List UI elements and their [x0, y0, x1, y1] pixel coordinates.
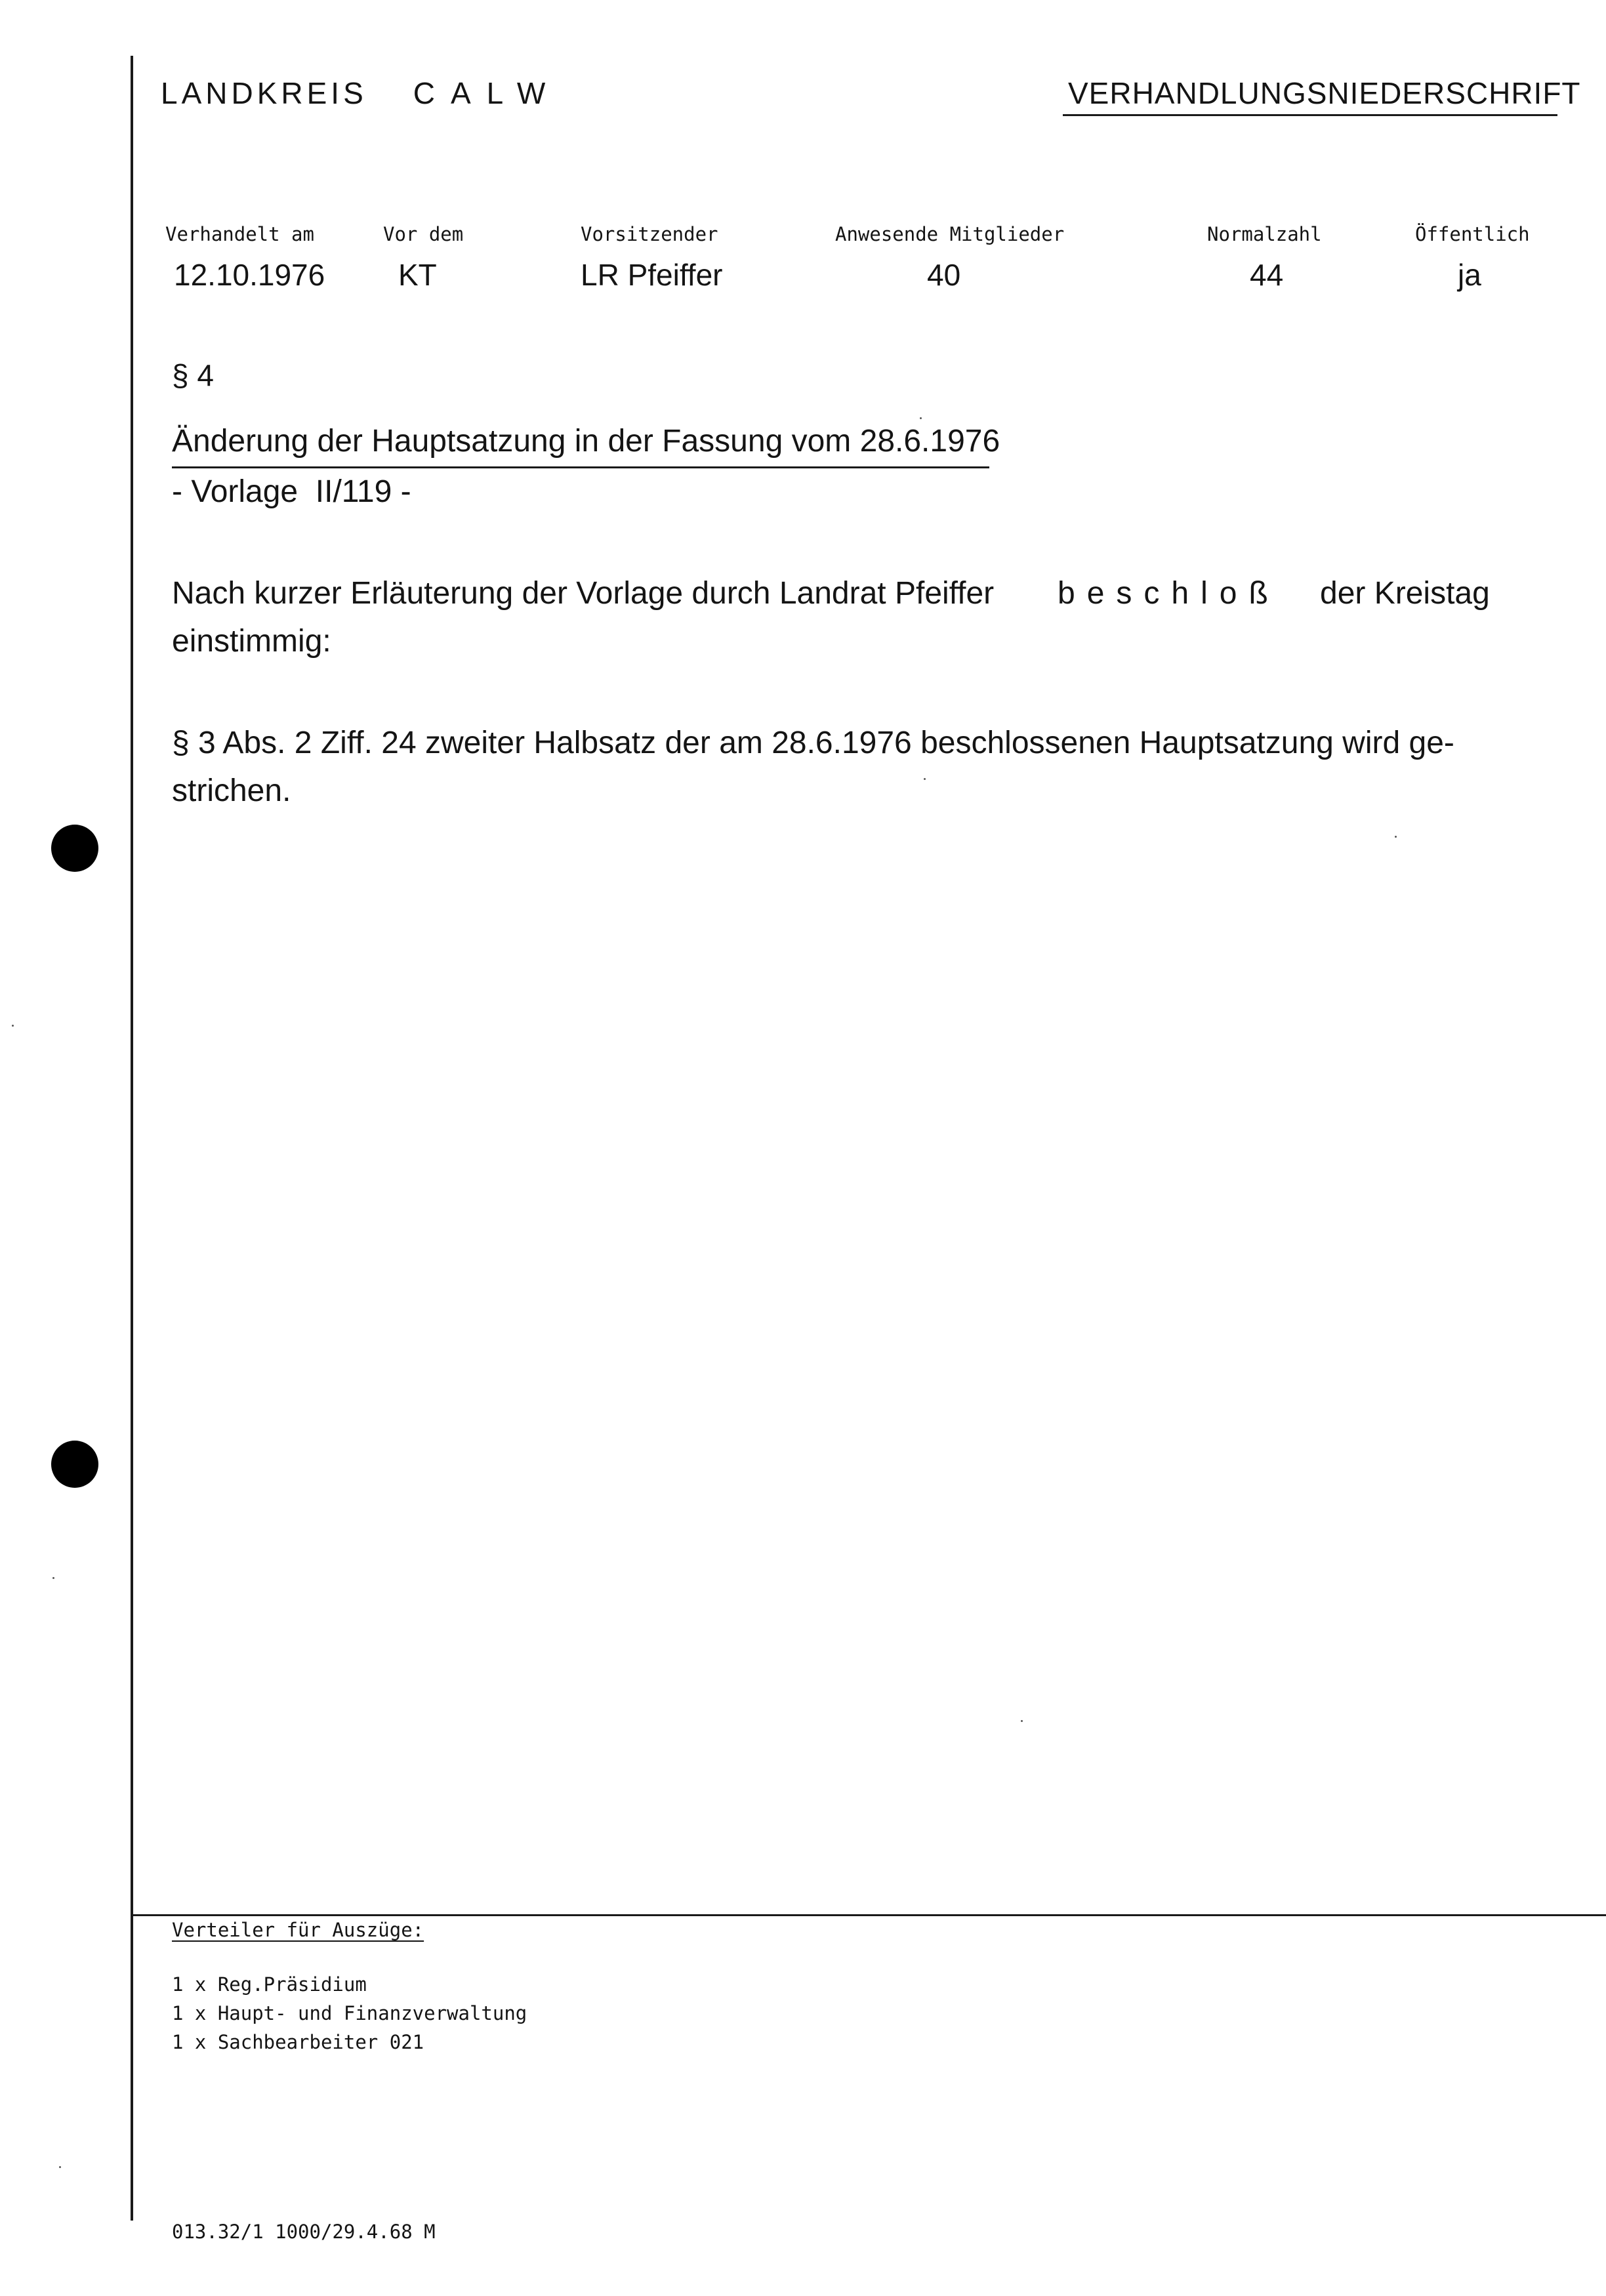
section-title-underline	[172, 466, 989, 468]
paragraph-1-spaced-word: beschloß	[1058, 576, 1280, 611]
distribution-item: 1 x Haupt- und Finanzverwaltung	[172, 2002, 527, 2024]
document-type-underline	[1063, 114, 1557, 116]
value-present: 40	[927, 258, 961, 292]
label-chair: Vorsitzender	[581, 223, 718, 245]
paragraph-2-line-1: § 3 Abs. 2 Ziff. 24 zweiter Halbsatz der am 28.6.1976 beschlossenen Hauptsatzung wird ge-	[172, 726, 1454, 760]
label-normal: Normalzahl	[1207, 223, 1322, 245]
paragraph-2-line-2: strichen.	[172, 773, 291, 808]
label-present: Anwesende Mitglieder	[835, 223, 1065, 245]
value-date: 12.10.1976	[174, 258, 325, 292]
speck	[924, 778, 926, 780]
distribution-item: 1 x Sachbearbeiter 021	[172, 2031, 424, 2053]
distribution-item: 1 x Reg.Präsidium	[172, 1973, 367, 1996]
speck	[1021, 1720, 1023, 1722]
distribution-heading: Verteiler für Auszüge:	[172, 1919, 424, 1941]
paragraph-1-part-a: Nach kurzer Erläuterung der Vorlage durch Landrat Pfeiffer	[172, 576, 995, 611]
label-public: Öffentlich	[1415, 223, 1530, 245]
margin-line	[131, 56, 133, 2221]
speck	[12, 1025, 14, 1027]
section-number: § 4	[172, 358, 214, 392]
speck	[1395, 836, 1397, 838]
speck	[52, 1577, 54, 1579]
distribution-separator	[131, 1914, 1606, 1916]
value-before: KT	[398, 258, 437, 292]
label-date: Verhandelt am	[165, 223, 314, 245]
punch-hole-top	[51, 825, 98, 872]
document-type: VERHANDLUNGSNIEDERSCHRIFT	[1068, 76, 1581, 110]
value-chair: LR Pfeiffer	[581, 258, 723, 292]
label-before: Vor dem	[383, 223, 464, 245]
speck	[59, 2166, 61, 2168]
value-normal: 44	[1250, 258, 1284, 292]
organization-name-part1: LANDKREIS	[161, 76, 367, 110]
form-code: 013.32/1 1000/29.4.68 M	[172, 2221, 436, 2243]
paragraph-1-part-c: der Kreistag	[1320, 576, 1490, 611]
value-public: ja	[1458, 258, 1481, 292]
vorlage-reference: - Vorlage II/119 -	[172, 474, 411, 509]
punch-hole-bottom	[51, 1441, 98, 1488]
organization-name-part2: CALW	[413, 76, 562, 110]
speck	[920, 417, 922, 419]
section-title: Änderung der Hauptsatzung in der Fassung vom 28.6.1976	[172, 424, 1000, 459]
paragraph-1-line-2: einstimmig:	[172, 624, 331, 659]
organization-name	[161, 75, 561, 111]
